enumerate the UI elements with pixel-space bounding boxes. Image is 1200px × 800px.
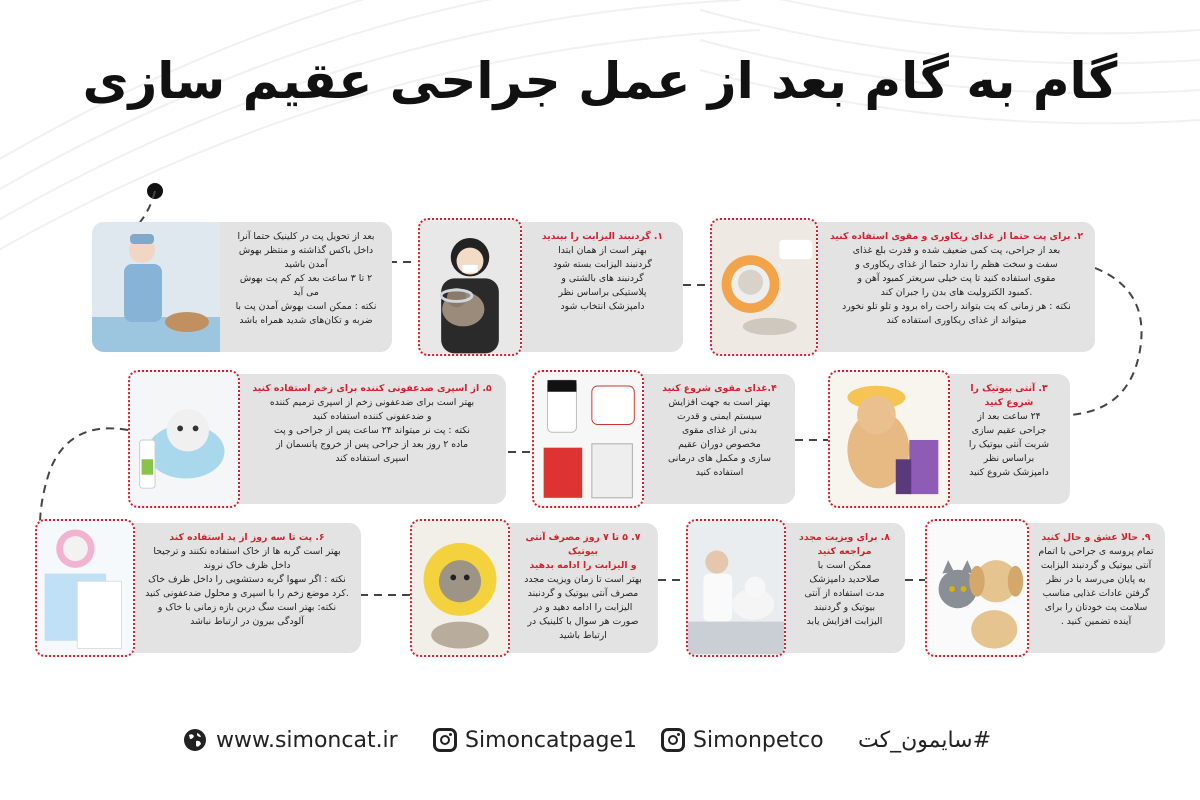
page-title: گام به گام بعد از عمل جراحی عقیم سازی — [82, 52, 1118, 110]
instagram1-text: Simoncatpage1 — [465, 727, 638, 753]
instagram-icon — [433, 728, 457, 752]
globe-icon — [182, 727, 208, 753]
step-card-5 — [128, 374, 506, 504]
instagram2-text: Simonpetco — [693, 727, 824, 753]
vet-surgery-photo — [92, 222, 220, 352]
step-card-3 — [828, 374, 1070, 504]
cat-with-collar-photo — [418, 218, 522, 356]
step-1-title: ۱. گردنبند الیزابت را ببندید — [541, 231, 664, 242]
step-4-title: ۴.غذای مقوی شروع کنید — [662, 383, 777, 394]
step-card-1 — [418, 222, 683, 352]
step-0-body: بعد از تحویل پت در کلینیک حتما آنرا داخل باکس گذاشته و منتظر بهوش آمدن باشید ۲ تا ۳ ساعت بعد کم کم پت بهوش می آید نکته : ممکن است بهوش آمدن پت با ضربه و تکان‌های شدید همراه باشد — [235, 231, 377, 326]
footer — [0, 723, 1200, 757]
vet-checkup-photo — [686, 519, 786, 657]
step-card-6 — [35, 523, 361, 653]
step-5-body: بهتر است برای ضدعفونی زخم از اسپری ترمیم کننده و ضدعفونی کننده استفاده کنید نکته : پت نر میتواند ۲۴ ساعت پس از جراحی و پت ماده ۲ روز بعد از جراحی پس از خروج پانسمان از اسپری استفاده کند — [269, 396, 475, 464]
step-2-title: ۲. برای پت حتما از غذای ریکاوری و مقوی استفاده کنید — [830, 231, 1083, 242]
step-7-title: ۷. ۵ تا ۷ روز مصرف آنتی بیوتیک و الیزابت را ادامه بدهید — [525, 532, 641, 571]
hashtag-text: #سایمون_کت — [858, 727, 992, 753]
step-2-body: بعد از جراحی، پت کمی ضعیف شده و قدرت بلع غذای سفت و سخت هظم را ندارد حتما از غذای ریکاوری و مقوی استفاده کنید تا پت خیلی سریعتر کمبود آهن و .کمبود الکترولیت های بدن را جبران کند نکته : هر زمانی که پت بتواند راحت راه برود و تلو تلو نخورد میتواند از غذای ریکاوری استفاده کند — [842, 244, 1071, 326]
step-3-body: ۲۴ ساعت بعد از جراحی عقیم سازی شربت آنتی بیوتیک را براساس نظر دامپزشک شروع کنید — [968, 410, 1050, 478]
step-6-title: ۶. پت تا سه روز از پد استفاده کند — [169, 532, 325, 543]
step-4-body: بهتر است به جهت افزایش سیستم ایمنی و قدرت بدنی از غذای مقوی مخصوص دوران عقیم سازی و مکمل های درمانی استفاده کنید — [667, 396, 772, 478]
step-1-body: بهتر است از همان ابتدا گردنبند الیزابت بسته شود گردنبند های بالشتی و پلاستیکی براساس نظر دامپزشک انتخاب شود — [553, 244, 652, 312]
cat-medicine-photo — [828, 370, 950, 508]
step-9-title: ۹. حالا عشق و حال کنید — [1041, 532, 1151, 543]
step-card-9 — [925, 523, 1165, 653]
website-text: www.simoncat.ir — [216, 727, 398, 753]
hashtag — [858, 723, 991, 757]
step-card-8 — [686, 523, 905, 653]
step-card-0 — [92, 222, 392, 352]
step-8-body: ممکن است با صلاحدید دامپزشک مدت استفاده از آنتی بیوتیک و گردنبند الیزابت افزایش یابد — [804, 559, 885, 627]
pee-pads-photo — [35, 519, 135, 657]
cat-eating-photo — [710, 218, 818, 356]
step-5-title: ۵. از اسپری ضدعفونی کننده برای زخم استفاده کنید — [252, 383, 492, 394]
step-card-4 — [532, 374, 795, 504]
instagram-icon — [661, 728, 685, 752]
step-9-body: تمام پروسه ی جراحی با اتمام آنتی بیوتیک و گردنبند الیزابت به پایان می‌رسد با در نظر گرفتن عادات غذایی مناسب سلامت پت خودتان را برای آینده تضمین کنید . — [1038, 545, 1154, 627]
cat-yellow-collar-photo — [410, 519, 510, 657]
kitten-puppy-photo — [925, 519, 1029, 657]
supplements-photo — [532, 370, 644, 508]
step-card-2 — [710, 222, 1095, 352]
instagram-link-2[interactable] — [661, 723, 824, 757]
instagram-link-1[interactable] — [433, 723, 637, 757]
website-link[interactable] — [182, 723, 398, 757]
step-3-title: ۳. آنتی بیوتیک را شروع کنید — [970, 383, 1048, 408]
step-card-7 — [410, 523, 658, 653]
cat-spray-photo — [128, 370, 240, 508]
step-8-title: ۸. برای ویزیت مجدد مراجعه کنید — [799, 532, 890, 557]
step-7-body: بهتر است تا زمان ویزیت مجدد مصرف آنتی بیوتیک و گردنبند الیزابت را ادامه دهید و در صورت هر سوال با کلینیک در ارتباط باشید — [524, 573, 642, 641]
step-6-body: بهتر است گربه ها از خاک استفاده نکنند و ترجیحا داخل ظرف خاک نروند نکته : اگر سهوا گربه دستشویی را داخل ظرف خاک .کرد موضع زخم را با اسپری و محلول ضدعفونی کنید نکته: بهتر است سگ دربن بازه زمانی با خاک و آلودگی بیرون در ارتباط نباشد — [145, 545, 349, 627]
